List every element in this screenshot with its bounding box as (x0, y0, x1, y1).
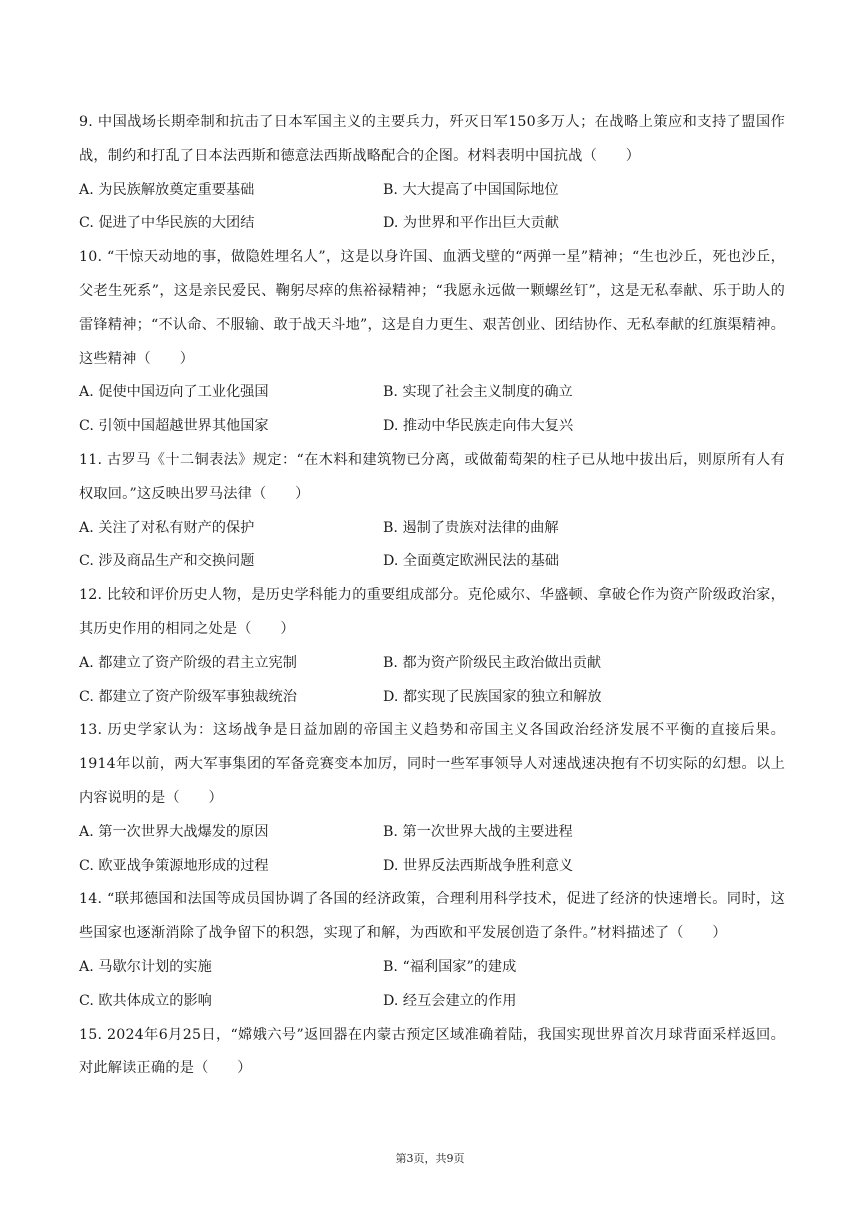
question-stem: 10. “干惊天动地的事，做隐姓埋名人”，这是以身许国、血洒戈壁的“两弹一星”精神；“生也沙丘，死也沙丘，父老生死系”，这是亲民爱民、鞠躬尽瘁的焦裕禄精神；“我愿永远做一颗螺丝钉”，这是无私奉献、乐于助人的雷锋精神；“不认命、不服输、敢于战天斗地”，这是自力更生、艰苦创业、团结协作、无私奉献的红旗渠精神。这些精神（ ） (79, 249, 785, 367)
question-stem: 12. 比较和评价历史人物，是历史学科能力的重要组成部分。克伦威尔、华盛顿、拿破仑作为资产阶级政治家，其历史作用的相同之处是（ ） (79, 587, 785, 637)
page-footer: 第3页，共9页 (395, 1152, 465, 1165)
option-grid (79, 647, 785, 715)
question-stem: 9. 中国战场长期牵制和抗击了日本军国主义的主要兵力，歼灭日军150多万人；在战略上策应和支持了盟国作战，制约和打乱了日本法西斯和德意法西斯战略配合的企图。材料表明中国抗战（ ） (79, 114, 785, 164)
option-a: A. 促使中国迈向了工业化强国 (79, 384, 269, 401)
option-d: D. 经互会建立的作用 (383, 992, 517, 1009)
option-b: B. “福利国家”的建成 (383, 958, 517, 975)
option-d: D. 都实现了民族国家的独立和解放 (383, 688, 602, 705)
option-b: B. 都为资产阶级民主政治做出贡献 (383, 654, 602, 671)
question-11 (79, 444, 785, 579)
question-stem: 13. 历史学家认为：这场战争是日益加剧的帝国主义趋势和帝国主义各国政治经济发展不平衡的直接后果。1914年以前，两大军事集团的军备竞赛变本加厉，同时一些军事领导人对速战速决抱有不切实际的幻想。以上内容说明的是（ ） (79, 722, 785, 806)
question-12 (79, 579, 785, 714)
option-grid (79, 816, 785, 884)
question-stem: 15. 2024年6月25日，“嫦娥六号”返回器在内蒙古预定区域准确着陆，我国实现世界首次月球背面采样返回。对此解读正确的是（ ） (79, 1026, 785, 1077)
option-a: A. 关注了对私有财产的保护 (79, 519, 255, 536)
option-c: C. 引领中国超越世界其他国家 (79, 418, 269, 435)
option-a: A. 第一次世界大战爆发的原因 (79, 823, 269, 840)
question-stem: 14. “联邦德国和法国等成员国协调了各国的经济政策，合理利用科学技术，促进了经济的快速增长。同时，这些国家也逐渐消除了战争留下的积怨，实现了和解，为西欧和平发展创造了条件。”材料描述了（ ） (79, 891, 785, 942)
option-a: A. 为民族解放奠定重要基础 (79, 181, 255, 198)
option-c: C. 涉及商品生产和交换问题 (79, 553, 255, 570)
option-c: C. 欧亚战争策源地形成的过程 (79, 857, 269, 874)
option-c: C. 都建立了资产阶级军事独裁统治 (79, 688, 297, 705)
option-d: D. 全面奠定欧洲民法的基础 (383, 553, 559, 570)
option-d: D. 世界反法西斯战争胜利意义 (383, 857, 574, 874)
option-a: A. 都建立了资产阶级的君主立宪制 (79, 654, 297, 671)
option-c: C. 促进了中华民族的大团结 (79, 215, 255, 232)
option-a: A. 马歇尔计划的实施 (79, 958, 212, 975)
question-14 (79, 883, 785, 1018)
option-b: B. 第一次世界大战的主要进程 (383, 823, 573, 840)
option-b: B. 大大提高了中国国际地位 (383, 181, 559, 198)
option-b: B. 实现了社会主义制度的确立 (383, 384, 573, 401)
question-10 (79, 241, 785, 444)
option-d: D. 推动中华民族走向伟大复兴 (383, 418, 574, 435)
option-grid (79, 174, 785, 242)
question-15 (79, 1019, 785, 1087)
option-grid (79, 951, 785, 1019)
option-c: C. 欧共体成立的影响 (79, 992, 212, 1009)
question-list (79, 106, 785, 1086)
option-b: B. 遏制了贵族对法律的曲解 (383, 519, 559, 536)
option-grid (79, 512, 785, 580)
question-13 (79, 714, 785, 883)
question-9 (79, 106, 785, 241)
option-grid (79, 376, 785, 444)
option-d: D. 为世界和平作出巨大贡献 (383, 215, 559, 232)
question-stem: 11. 古罗马《十二铜表法》规定：“在木料和建筑物已分离，或做葡萄架的柱子已从地中拔出后，则原所有人有权取回。”这反映出罗马法律（ ） (79, 451, 785, 502)
